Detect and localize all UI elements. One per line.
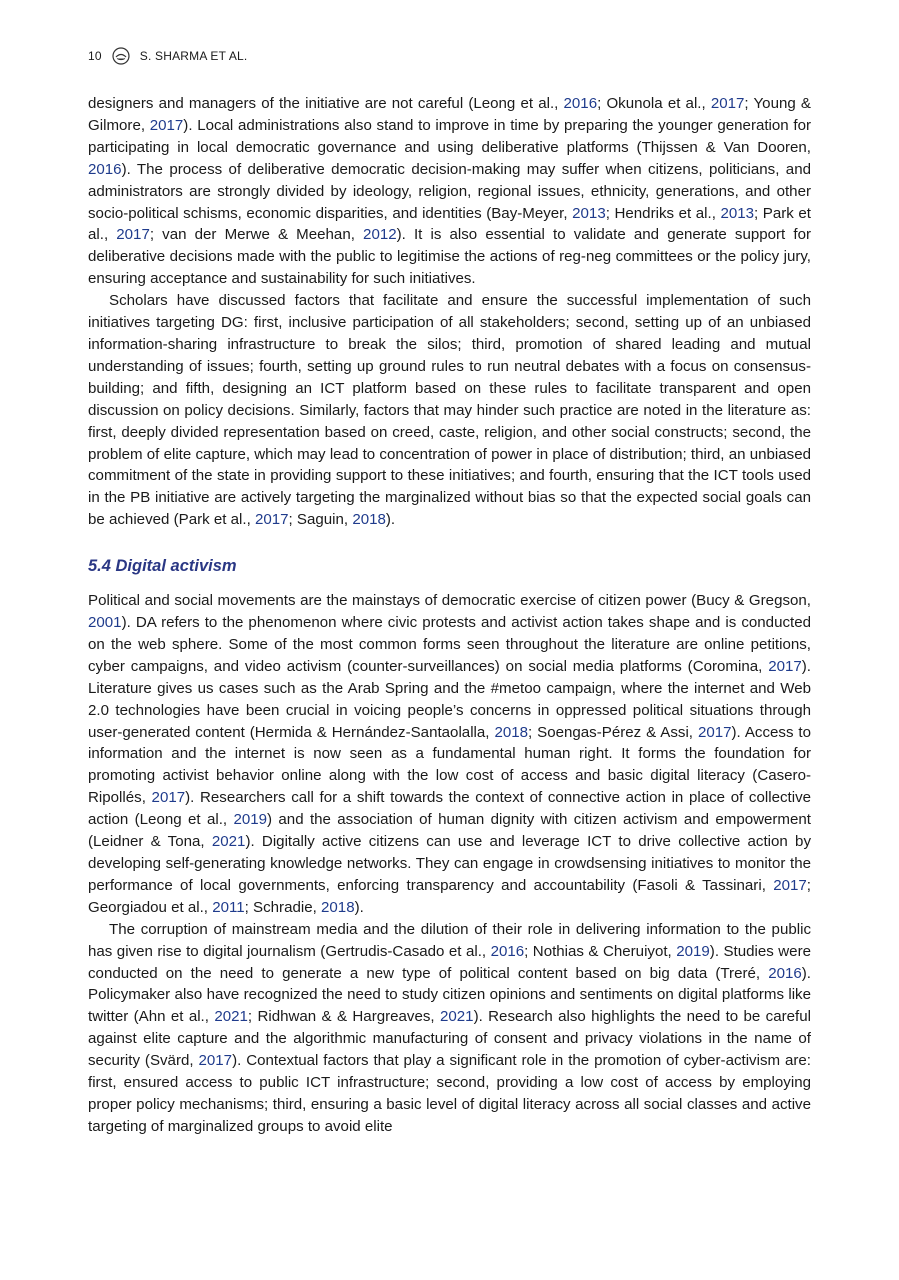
text-run: ; Soengas-Pérez & Assi, (528, 723, 698, 741)
citation-link[interactable]: 2017 (149, 116, 184, 134)
citation-link[interactable]: 2017 (151, 789, 186, 807)
text-run: ; Ridhwan & & Hargreaves, (247, 1008, 440, 1026)
citation-link[interactable]: 2016 (88, 160, 122, 178)
citation-link[interactable]: 2017 (710, 95, 745, 112)
citation-link[interactable]: 2013 (720, 204, 755, 222)
text-run: ) and the association of human dignity with citizen activism and empowerment (Leidner & Tona, (88, 811, 811, 851)
citation-link[interactable]: 2017 (198, 1052, 233, 1070)
citation-link[interactable]: 2018 (494, 723, 529, 741)
citation-link[interactable]: 2021 (214, 1008, 248, 1026)
text-run: ; Saguin, (288, 511, 353, 529)
text-run: Political and social movements are the mainstays of democratic exercise of citizen power (Bucy & Gregson, (88, 592, 811, 610)
section-heading: 5.4 Digital activism (88, 557, 237, 576)
text-run: ). (354, 898, 364, 916)
text-run: The corruption of mainstream media and the dilution of their role in delivering information to the public has given rise to digital journalism (Gertrudis-Casado et al., (88, 920, 811, 960)
text-run: ; Georgiadou et al., (88, 876, 811, 916)
paragraph (88, 93, 811, 290)
citation-link[interactable]: 2018 (321, 898, 355, 916)
citation-link[interactable]: 2013 (572, 204, 606, 222)
text-run: ). (385, 511, 396, 529)
text-run: ). Digitally active citizens can use and leverage ICT to drive collective action by developing self-generating knowledge networks. They can engage in crowdsensing initiatives to monitor the performance of local governments, enforcing transparency and accountability (Fasoli & Tassinari, (88, 833, 811, 894)
text-run: ). Policymaker also have recognized the need to study citizen opinions and sentiments on digital platforms like twitter (Ahn et al., (88, 964, 811, 1026)
text-run: ; van der Merwe & Meehan, (149, 226, 364, 244)
text-run: ). Researchers call for a shift towards the context of connective action in place of collective action (Leong et al., (88, 789, 812, 829)
text-run: ; Park et al., (88, 204, 811, 244)
running-head-authors: S. SHARMA ET AL. (139, 49, 248, 63)
publisher-logo-icon (112, 47, 130, 65)
text-run: ). DA refers to the phenomenon where civic protests and activist action takes shape and is conducted on the web sphere. Some of the most common forms seen throughout the literature are online petitions, cyber campaigns, and video activism (counter-surveillances) on social media platforms (Coromina, (88, 614, 811, 675)
text-run: ; Hendriks et al., (605, 204, 721, 222)
running-header (88, 46, 247, 66)
citation-link[interactable]: 2017 (773, 876, 807, 894)
text-run: ). Studies were conducted on the need to generate a new type of political content based on big data (Treré, (88, 942, 811, 982)
citation-link[interactable]: 2018 (352, 511, 386, 529)
text-run: ). Access to information and the internet is now seen as a fundamental human right. It forms the foundation for promoting activist behavior online along with the low cost of access and basic digital literacy (Casero-Ripollés, (88, 723, 812, 807)
text-run: ; Nothias & Cheruiyot, (524, 942, 677, 960)
citation-link[interactable]: 2019 (676, 942, 710, 960)
paragraph (88, 919, 811, 1138)
citation-link[interactable]: 2017 (768, 657, 802, 675)
page-body (88, 93, 811, 1138)
text-run: ). Contextual factors that play a significant role in the promotion of cyber-activism are: first, ensured access to public ICT infrastructure; second, providing a low cost of access by employing proper policy mechanisms; third, ensuring a basic level of digital literacy across all social classes and active targeting of marginalized groups to avoid elite (88, 1052, 811, 1135)
text-run: ). It is also essential to validate and generate support for deliberative decisions made with the public to legitimise the actions of reg-neg committees or the policy jury, ensuring acceptance and sustainability for such initiatives. (88, 226, 811, 288)
citation-link[interactable]: 2021 (439, 1008, 474, 1026)
paragraph (88, 590, 811, 919)
text-run: ; Schradie, (244, 898, 322, 916)
citation-link[interactable]: 2017 (254, 511, 289, 529)
text-run: ). Local administrations also stand to improve in time by preparing the younger generation for participating in local democratic governance and using deliberative platforms (Thijssen & Van Dooren, (88, 116, 811, 156)
text-run: ; Young & Gilmore, (88, 95, 811, 134)
citation-link[interactable]: 2016 (563, 95, 598, 112)
citation-link[interactable]: 2016 (490, 942, 525, 960)
citation-link[interactable]: 2019 (233, 811, 268, 829)
text-run: ). Literature gives us cases such as the Arab Spring and the #metoo campaign, where the internet and Web 2.0 technologies have been crucial in voicing people’s concerns in oppressed political situations through user-generated content (Hermida & Hernández-Santaolalla, (88, 657, 811, 741)
text-run: ). Research also highlights the need to be careful against elite capture and the algorithmic manufacturing of consent and privacy violations in the name of security (Svärd, (88, 1008, 811, 1070)
text-run: ). The process of deliberative democratic decision-making may suffer when citizens, politicians, and administrators are strongly divided by ideology, religion, regional issues, ethnicity, generations, and other socio-political schisms, economic disparities, and identities (Bay-Meyer, (88, 160, 811, 222)
paragraph (88, 290, 811, 531)
citation-link[interactable]: 2021 (211, 833, 246, 851)
text-run: designers and managers of the initiative are not careful (Leong et al., (88, 95, 564, 112)
page-number: 10 (88, 49, 102, 63)
citation-link[interactable]: 2001 (88, 614, 122, 632)
citation-link[interactable]: 2016 (768, 964, 802, 982)
citation-link[interactable]: 2011 (212, 898, 245, 916)
citation-link[interactable]: 2017 (697, 723, 732, 741)
citation-link[interactable]: 2017 (116, 226, 150, 244)
text-run: Scholars have discussed factors that facilitate and ensure the successful implementation of such initiatives targeting DG: first, inclusive participation of all stakeholders; second, setting up of an unbiased information-sharing infrastructure to break the silos; third, promotion of shared leading and mutual understanding of issues; fourth, setting up ground rules to run neutral debates with a focus on consensus-building; and fifth, designing an ICT platform based on these rules to facilitate transparent and open discussion on policy decisions. Similarly, factors that may hinder such practice are noted in the literature as: first, deeply divided representation based on creed, caste, religion, and other social constructs; second, the problem of elite capture, which may lead to concentration of power in place of distribution; third, an unbiased commitment of the state in providing support to these initiatives; and fourth, ensuring that the ICT tools used in the PB initiative are actively targeting the marginalized without bias so that the expected social goals can be achieved (Park et al., (88, 292, 811, 529)
citation-link[interactable]: 2012 (363, 226, 397, 244)
text-run: ; Okunola et al., (597, 95, 711, 112)
